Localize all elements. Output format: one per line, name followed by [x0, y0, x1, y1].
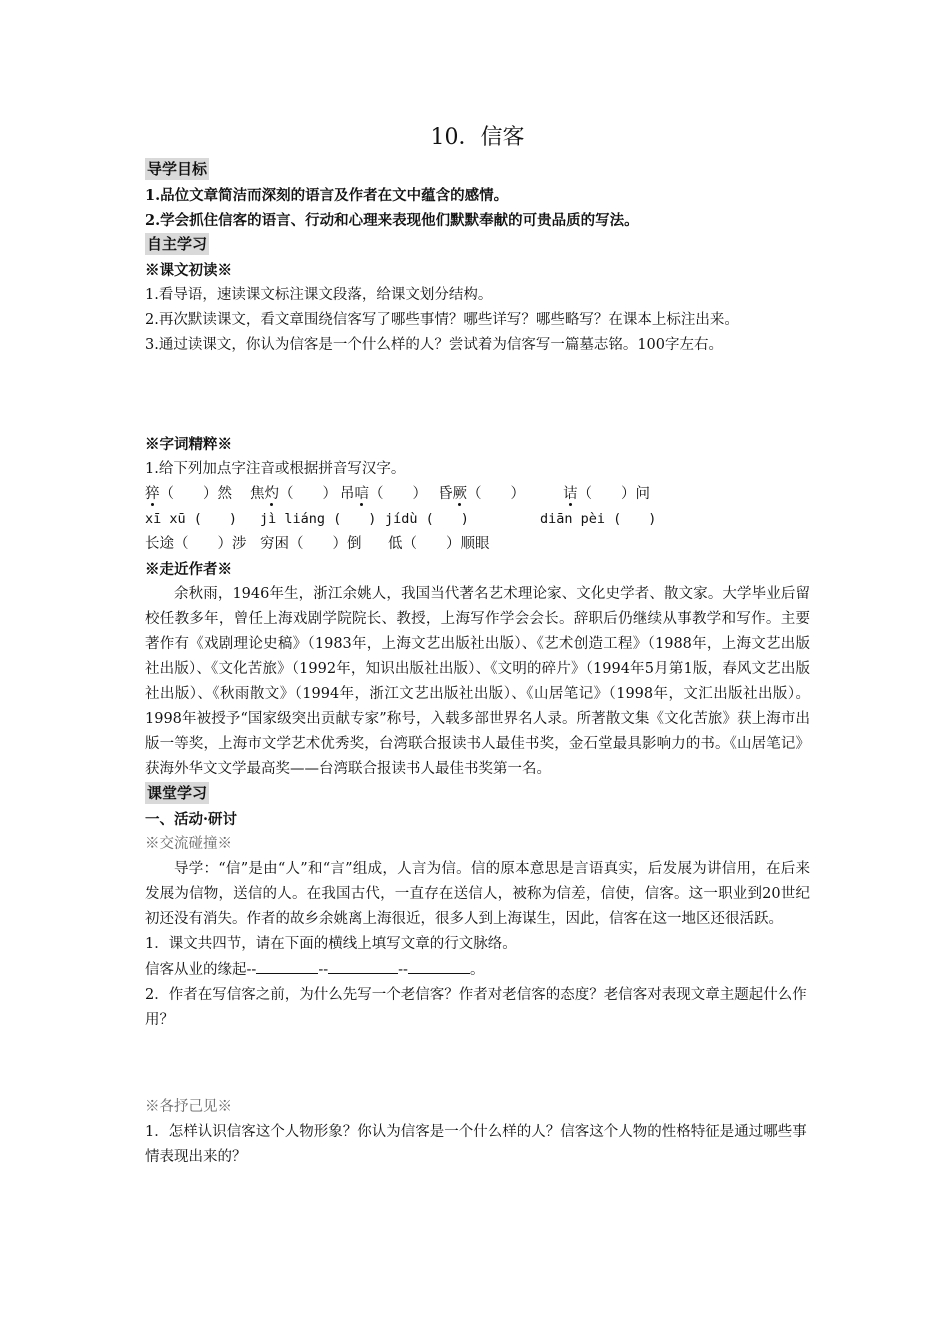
vocab-word: [438, 482, 563, 507]
dotted-char: 唁: [354, 486, 369, 502]
dotted-char: 诘: [563, 486, 578, 502]
page-title: 10．信客: [430, 125, 525, 150]
vocab-rest: （ ）问: [577, 486, 650, 502]
idiom-item: 穷困（ ）倒: [260, 536, 362, 552]
idiom-item: 低（ ）顺眼: [388, 536, 490, 552]
section-label-self-study: 自主学习: [147, 235, 208, 253]
vocab-pre: 吊: [340, 486, 355, 502]
fill-blank[interactable]: [328, 957, 398, 974]
pinyin-item: xī xū ( ): [145, 511, 238, 527]
pinyin-item: diān pèi ( ): [540, 511, 657, 527]
fill-blank[interactable]: [408, 957, 470, 974]
answer-space: [145, 1033, 810, 1095]
vocab-rest: （ ）: [467, 486, 525, 502]
section-label-class-study: 课堂学习: [147, 784, 208, 802]
activity-heading: 一、活动·研讨: [145, 811, 238, 828]
author-bio: 余秋雨，1946年生，浙江余姚人，我国当代著名艺术理论家、文化史学者、散文家。大学毕业后留校任教多年，曾任上海戏剧学院院长、教授，上海写作学会会长。辞职后仍继续从事教学和写作。主要著作有《戏剧理论史稿》（1983年，上海文艺出版社出版）、《艺术创造工程》（1988年，上海文艺出版社出版）、《文化苦旅》（1992年，知识出版社出版）、《文明的碎片》（1994年5月第1版，春风文艺出版社出版）、《秋雨散文》（1994年，浙江文艺出版社出版）、《山居笔记》（1998年，文汇出版社出版）。1998年被授予“国家级突出贡献专家”称号，入载多部世界名人录。所著散文集《文化苦旅》获上海市出版一等奖，上海市文学艺术优秀奖，台湾联合报读书人最佳书奖，金石堂最具影响力的书。《山居笔记》获海外华文文学最高奖——台湾联合报读书人最佳书奖第一名。: [145, 586, 810, 777]
first-reading-heading: ※课文初读※: [145, 262, 232, 279]
exchange-question-1: 1．课文共四节，请在下面的横线上填写文章的行文脉络。: [145, 936, 517, 952]
vocab-word: [563, 482, 663, 507]
vocab-word: [340, 482, 438, 507]
idiom-item: 长途（ ）涉: [145, 536, 247, 552]
author-heading: ※走近作者※: [145, 561, 232, 578]
fill-end: 。: [469, 962, 485, 978]
vocab-pre: 昏: [438, 486, 453, 502]
fill-separator: --: [318, 962, 329, 978]
fill-prefix: 信客从业的缘起--: [145, 962, 257, 978]
dotted-char: 灼: [264, 486, 279, 502]
opinions-question-1: 1．怎样认识信客这个人物形象？你认为信客是一个什么样的人？信客这个人物的性格特征是通过哪些事情表现出来的？: [145, 1124, 807, 1165]
first-reading-item: 1.看导语，速读课文标注课文段落，给课文划分结构。: [145, 287, 493, 303]
first-reading-item: 3.通过读课文，你认为信客是一个什么样的人？尝试着为信客写一篇墓志铭。100字左右。: [145, 337, 724, 353]
vocab-rest: （ ）然: [159, 486, 232, 502]
document-content: [145, 120, 810, 1170]
goal-item: 2.学会抓住信客的语言、行动和心理来表现他们默默奉献的可贵品质的写法。: [145, 212, 639, 229]
vocab-instruction: 1.给下列加点字注音或根据拼音写汉字。: [145, 461, 406, 477]
vocab-heading: ※字词精粹※: [145, 436, 232, 453]
vocab-pre: 焦: [250, 486, 265, 502]
opinions-heading: ※各抒己见※: [145, 1099, 232, 1115]
exchange-heading: ※交流碰撞※: [145, 836, 232, 852]
exchange-question-2: 2．作者在写信客之前，为什么先写一个老信客？作者对老信客的态度？老信客对表现文章主题起什么作用？: [145, 987, 807, 1028]
fill-separator: --: [398, 962, 408, 978]
fill-blank[interactable]: [256, 957, 318, 974]
vocab-row-1: [145, 482, 810, 507]
dotted-char: 猝: [145, 486, 160, 502]
section-label-goals: 导学目标: [147, 160, 208, 178]
vocab-row-3: [145, 532, 810, 557]
answer-space: [145, 358, 810, 432]
dotted-char: 厥: [452, 486, 467, 502]
outline-fill-line: [145, 957, 810, 983]
pinyin-item: jídù ( ): [385, 511, 469, 527]
vocab-word: [250, 482, 340, 507]
goal-item: 1.品位文章简洁而深刻的语言及作者在文中蕴含的感情。: [145, 187, 509, 204]
vocab-word: [145, 482, 250, 507]
vocab-rest: （ ）: [369, 486, 427, 502]
first-reading-item: 2.再次默读课文，看文章围绕信客写了哪些事情？哪些详写？哪些略写？在课本上标注出来。: [145, 312, 739, 328]
vocab-row-2: [145, 507, 810, 532]
exchange-intro: 导学：“信”是由“人”和“言”组成，人言为信。信的原本意思是言语真实，后发展为讲信用，在后来发展为信物，送信的人。在我国古代，一直存在送信人，被称为信差，信使，信客。这一职业到20世纪初还没有消失。作者的故乡余姚离上海很近，很多人到上海谋生，因此，信客在这一地区还很活跃。: [145, 861, 810, 927]
pinyin-item: jì liáng ( ): [260, 511, 377, 527]
vocab-rest: （ ）: [279, 486, 337, 502]
